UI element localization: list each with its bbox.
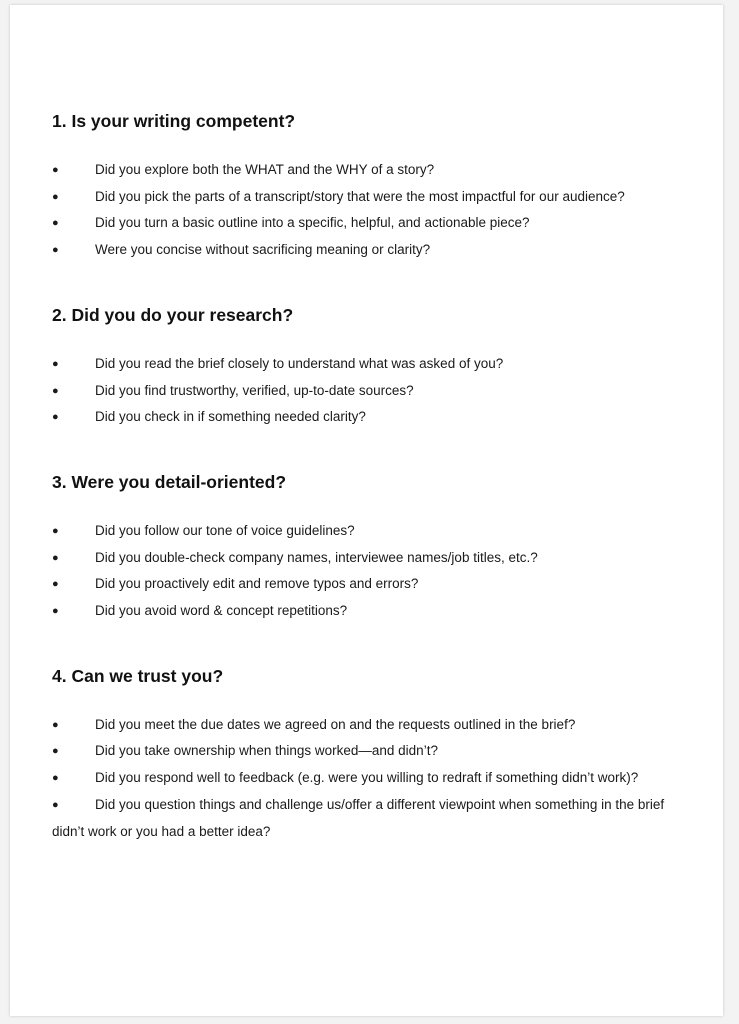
checklist-item-text: Did you find trustworthy, verified, up-to-date sources? bbox=[95, 382, 414, 398]
checklist-item bbox=[52, 518, 692, 545]
checklist-item bbox=[52, 157, 692, 184]
bullet-icon: ● bbox=[52, 605, 59, 618]
checklist-item-text: Did you avoid word & concept repetitions? bbox=[95, 603, 348, 619]
checklist-item-text: Did you follow our tone of voice guidelines? bbox=[95, 522, 355, 538]
document-content bbox=[52, 109, 692, 845]
bullet-icon: ● bbox=[52, 524, 59, 537]
bullet-icon: ● bbox=[52, 164, 59, 176]
checklist-item bbox=[52, 378, 692, 405]
checklist-item-text: Did you respond well to feedback (e.g. were you willing to redraft if something didn’t work)? bbox=[95, 770, 639, 786]
bullet-icon: ● bbox=[52, 772, 59, 785]
checklist bbox=[52, 518, 692, 625]
checklist-item-text: Were you concise without sacrificing meaning or clarity? bbox=[95, 242, 431, 258]
bullet-icon: ● bbox=[52, 244, 59, 257]
checklist-item bbox=[52, 598, 692, 625]
bullet-icon: ● bbox=[52, 578, 59, 591]
checklist-item-text: Did you take ownership when things worked—and didn’t? bbox=[95, 743, 438, 759]
checklist-item-text: Did you turn a basic outline into a specific, helpful, and actionable piece? bbox=[95, 215, 530, 231]
document-page bbox=[10, 5, 723, 1016]
checklist-item bbox=[52, 765, 692, 792]
section-heading: 2. Did you do your research? bbox=[52, 304, 294, 325]
checklist-item-text: Did you read the brief closely to understand what was asked of you? bbox=[95, 355, 504, 371]
checklist-item-text: Did you explore both the WHAT and the WHY of a story? bbox=[95, 162, 435, 177]
bullet-icon: ● bbox=[52, 190, 59, 203]
section-detail-oriented bbox=[52, 470, 692, 625]
checklist bbox=[52, 351, 692, 431]
checklist-item bbox=[52, 792, 692, 845]
section-heading: 3. Were you detail-oriented? bbox=[52, 471, 287, 492]
bullet-icon: ● bbox=[52, 217, 59, 230]
checklist-item bbox=[52, 237, 692, 264]
section-heading: 4. Can we trust you? bbox=[52, 665, 224, 686]
section-research bbox=[52, 303, 692, 431]
section-trust bbox=[52, 664, 692, 846]
checklist-item-text: Did you proactively edit and remove typos and errors? bbox=[95, 576, 419, 592]
checklist-item-text: Did you meet the due dates we agreed on and the requests outlined in the brief? bbox=[95, 716, 576, 732]
checklist-item bbox=[52, 571, 692, 598]
checklist-item-text: Did you pick the parts of a transcript/story that were the most impactful for our audience? bbox=[95, 188, 625, 204]
bullet-icon: ● bbox=[52, 411, 59, 424]
checklist-item bbox=[52, 738, 692, 765]
bullet-icon: ● bbox=[52, 357, 59, 370]
bullet-icon: ● bbox=[52, 798, 59, 811]
checklist-item bbox=[52, 712, 692, 739]
bullet-icon: ● bbox=[52, 384, 59, 397]
checklist bbox=[52, 712, 692, 846]
checklist-item-text: Did you double-check company names, interviewee names/job titles, etc.? bbox=[95, 549, 538, 565]
checklist-item-text: Did you check in if something needed clarity? bbox=[95, 409, 366, 425]
bullet-icon: ● bbox=[52, 551, 59, 564]
checklist bbox=[52, 157, 692, 264]
section-writing-competent bbox=[52, 109, 692, 264]
checklist-item bbox=[52, 351, 692, 378]
section-heading: 1. Is your writing competent? bbox=[52, 111, 296, 131]
checklist-item-text: Did you question things and challenge us/offer a different viewpoint when something in the brief didn’t work or you had a better idea? bbox=[52, 796, 665, 839]
checklist-item bbox=[52, 210, 692, 237]
checklist-item bbox=[52, 545, 692, 572]
bullet-icon: ● bbox=[52, 718, 59, 731]
checklist-item bbox=[52, 404, 692, 431]
checklist-item bbox=[52, 184, 692, 211]
bullet-icon: ● bbox=[52, 745, 59, 758]
